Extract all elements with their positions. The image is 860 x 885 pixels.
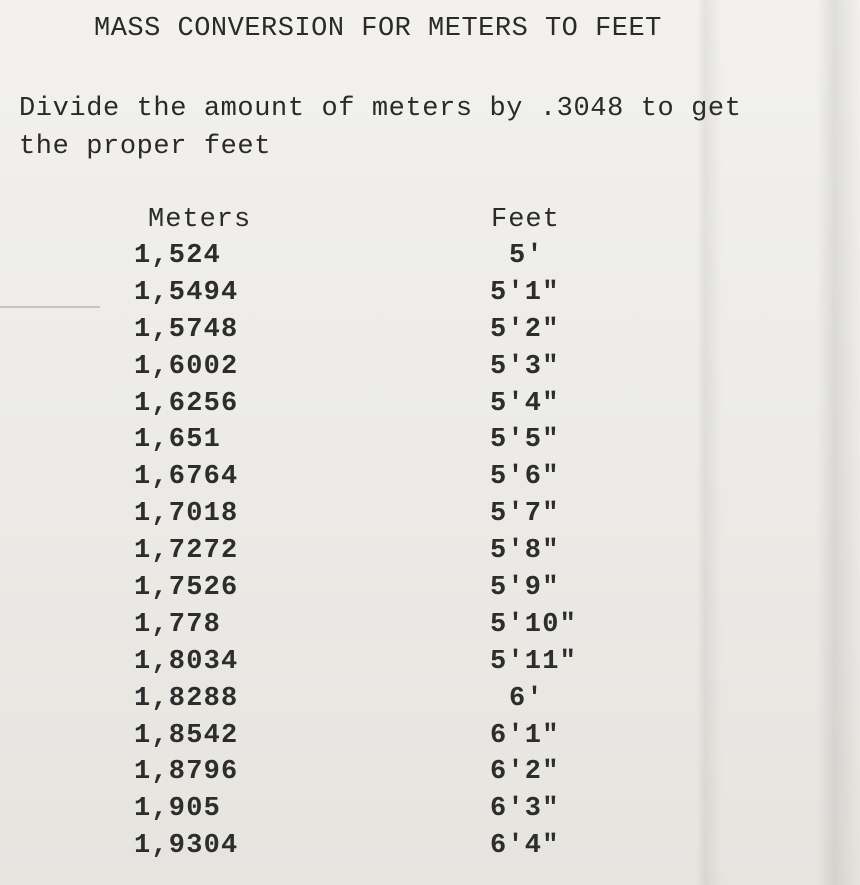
feet-cell: 5'1" — [490, 277, 560, 308]
meters-cell: 1,651 — [134, 425, 222, 456]
meters-cell: 1,7526 — [134, 573, 239, 604]
meters-cell: 1,905 — [134, 794, 222, 825]
table-row — [0, 536, 860, 573]
feet-cell: 5'11" — [490, 646, 578, 677]
paper-smudge — [0, 306, 100, 308]
table-row — [0, 315, 860, 352]
feet-cell: 5'2" — [490, 314, 560, 345]
feet-cell: 6'1" — [490, 720, 560, 751]
feet-cell: 5'6" — [490, 462, 560, 493]
table-row — [0, 462, 860, 499]
feet-column-header: Feet — [491, 205, 560, 235]
table-row — [0, 757, 860, 794]
table-body — [0, 241, 860, 868]
feet-cell: 6'2" — [490, 757, 560, 788]
meters-cell: 1,778 — [134, 609, 222, 640]
meters-cell: 1,524 — [134, 241, 222, 271]
table-row — [0, 647, 860, 684]
meters-cell: 1,7018 — [134, 499, 239, 530]
meters-cell: 1,8542 — [134, 720, 239, 751]
meters-cell: 1,8034 — [134, 646, 239, 677]
feet-cell: 6'4" — [490, 831, 560, 862]
feet-cell: 5'3" — [490, 351, 560, 382]
instructions-text: Divide the amount of meters by .3048 to get the proper feet — [19, 94, 742, 162]
meters-cell: 1,9304 — [134, 831, 239, 862]
table-row — [0, 794, 860, 831]
feet-cell: 5'8" — [490, 536, 560, 567]
table-header-row — [0, 205, 860, 241]
meters-column-header: Meters — [148, 205, 252, 235]
table-row — [0, 352, 860, 389]
table-row — [0, 831, 860, 868]
meters-cell: 1,5494 — [134, 277, 239, 308]
meters-cell: 1,8288 — [134, 683, 239, 714]
table-row — [0, 278, 860, 315]
feet-cell: 6'3" — [490, 794, 560, 825]
table-row — [0, 684, 860, 721]
meters-cell: 1,8796 — [134, 757, 239, 788]
conversion-table — [0, 205, 860, 868]
table-row — [0, 499, 860, 536]
feet-cell: 6' — [509, 683, 544, 714]
feet-cell: 5'4" — [490, 388, 560, 419]
meters-cell: 1,7272 — [134, 536, 239, 567]
feet-cell: 5'5" — [490, 425, 560, 456]
feet-cell: 5'9" — [490, 573, 560, 604]
table-row — [0, 610, 860, 647]
feet-cell: 5' — [509, 241, 544, 271]
meters-cell: 1,6256 — [134, 388, 239, 419]
feet-cell: 5'10" — [490, 609, 578, 640]
feet-cell: 5'7" — [490, 499, 560, 530]
meters-cell: 1,5748 — [134, 314, 239, 345]
table-row — [0, 241, 860, 278]
meters-cell: 1,6764 — [134, 462, 239, 493]
table-row — [0, 389, 860, 426]
meters-cell: 1,6002 — [134, 351, 239, 382]
table-row — [0, 573, 860, 610]
table-row — [0, 425, 860, 462]
table-row — [0, 721, 860, 758]
document-title: MASS CONVERSION FOR METERS TO FEET — [94, 14, 662, 44]
